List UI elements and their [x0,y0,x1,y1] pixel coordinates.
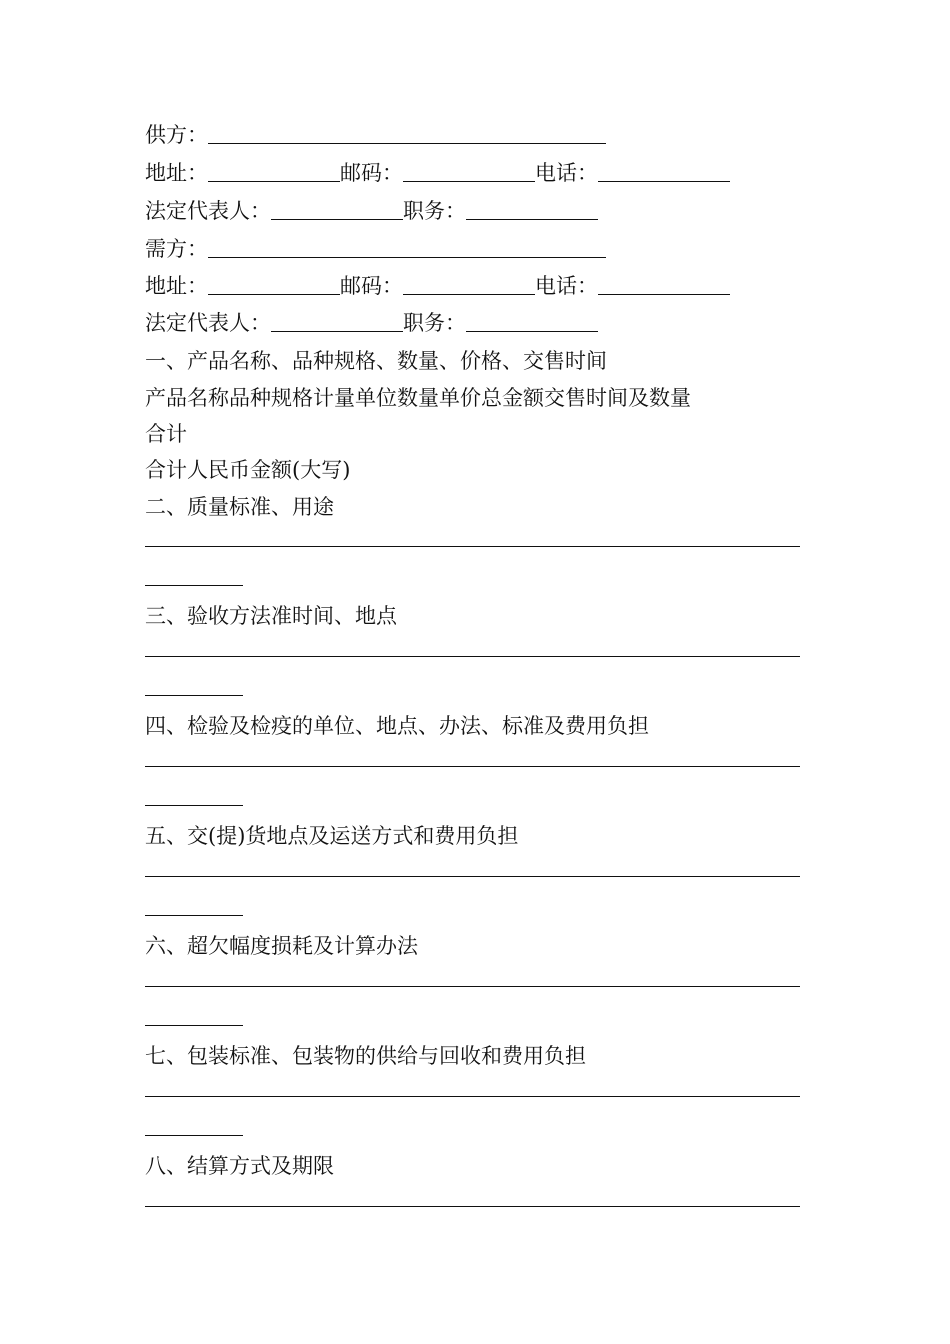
supplier-position-blank[interactable] [466,201,598,220]
section-8-heading: 八、结算方式及期限 [145,1154,334,1178]
section-6-fill-line-end[interactable] [145,1025,243,1026]
section-2-heading: 二、质量标准、用途 [145,495,334,519]
product-table-header: 产品名称品种规格计量单位数量单价总金额交售时间及数量 [145,386,691,410]
supplier-address-line [145,160,730,184]
supplier-rep-line [145,198,598,222]
section-4-heading: 四、检验及检疫的单位、地点、办法、标准及费用负担 [145,714,649,738]
buyer-line [145,236,606,260]
buyer-position-label: 职务： [403,311,466,335]
section-5-fill-line-end[interactable] [145,915,243,916]
section-1-heading: 一、产品名称、品种规格、数量、价格、交售时间 [145,349,607,373]
section-7-fill-line[interactable] [145,1096,800,1097]
buyer-name-blank[interactable] [208,239,606,258]
section-3-fill-line[interactable] [145,656,800,657]
section-3-heading: 三、验收方法准时间、地点 [145,604,397,628]
section-5-fill-line[interactable] [145,876,800,877]
buyer-phone-label: 电话： [535,274,598,298]
buyer-rep-blank[interactable] [271,313,403,332]
supplier-phone-label: 电话： [535,161,598,185]
section-7-fill-line-end[interactable] [145,1135,243,1136]
section-5-heading: 五、交(提)货地点及运送方式和费用负担 [145,824,519,848]
total-rmb-label: 合计人民币金额(大写) [145,458,351,482]
buyer-postcode-blank[interactable] [403,276,535,295]
buyer-phone-blank[interactable] [598,276,730,295]
supplier-rep-blank[interactable] [271,201,403,220]
buyer-rep-label: 法定代表人： [145,311,271,335]
section-6-heading: 六、超欠幅度损耗及计算办法 [145,934,418,958]
supplier-address-label: 地址： [145,161,208,185]
supplier-line [145,122,606,146]
section-4-fill-line[interactable] [145,766,800,767]
section-6-fill-line[interactable] [145,986,800,987]
section-8-fill-line[interactable] [145,1206,800,1207]
supplier-position-label: 职务： [403,199,466,223]
section-2-fill-line-end[interactable] [145,585,243,586]
supplier-rep-label: 法定代表人： [145,199,271,223]
supplier-label: 供方： [145,123,208,147]
buyer-label: 需方： [145,237,208,261]
buyer-address-blank[interactable] [208,276,340,295]
buyer-postcode-label: 邮码： [340,274,403,298]
buyer-address-label: 地址： [145,274,208,298]
supplier-postcode-blank[interactable] [403,163,535,182]
buyer-position-blank[interactable] [466,313,598,332]
section-4-fill-line-end[interactable] [145,805,243,806]
buyer-address-line [145,273,730,297]
section-2-fill-line[interactable] [145,546,800,547]
supplier-address-blank[interactable] [208,163,340,182]
supplier-name-blank[interactable] [208,125,606,144]
total-label: 合计 [145,422,187,446]
section-3-fill-line-end[interactable] [145,695,243,696]
buyer-rep-line [145,310,598,334]
section-7-heading: 七、包装标准、包装物的供给与回收和费用负担 [145,1044,586,1068]
supplier-phone-blank[interactable] [598,163,730,182]
supplier-postcode-label: 邮码： [340,161,403,185]
